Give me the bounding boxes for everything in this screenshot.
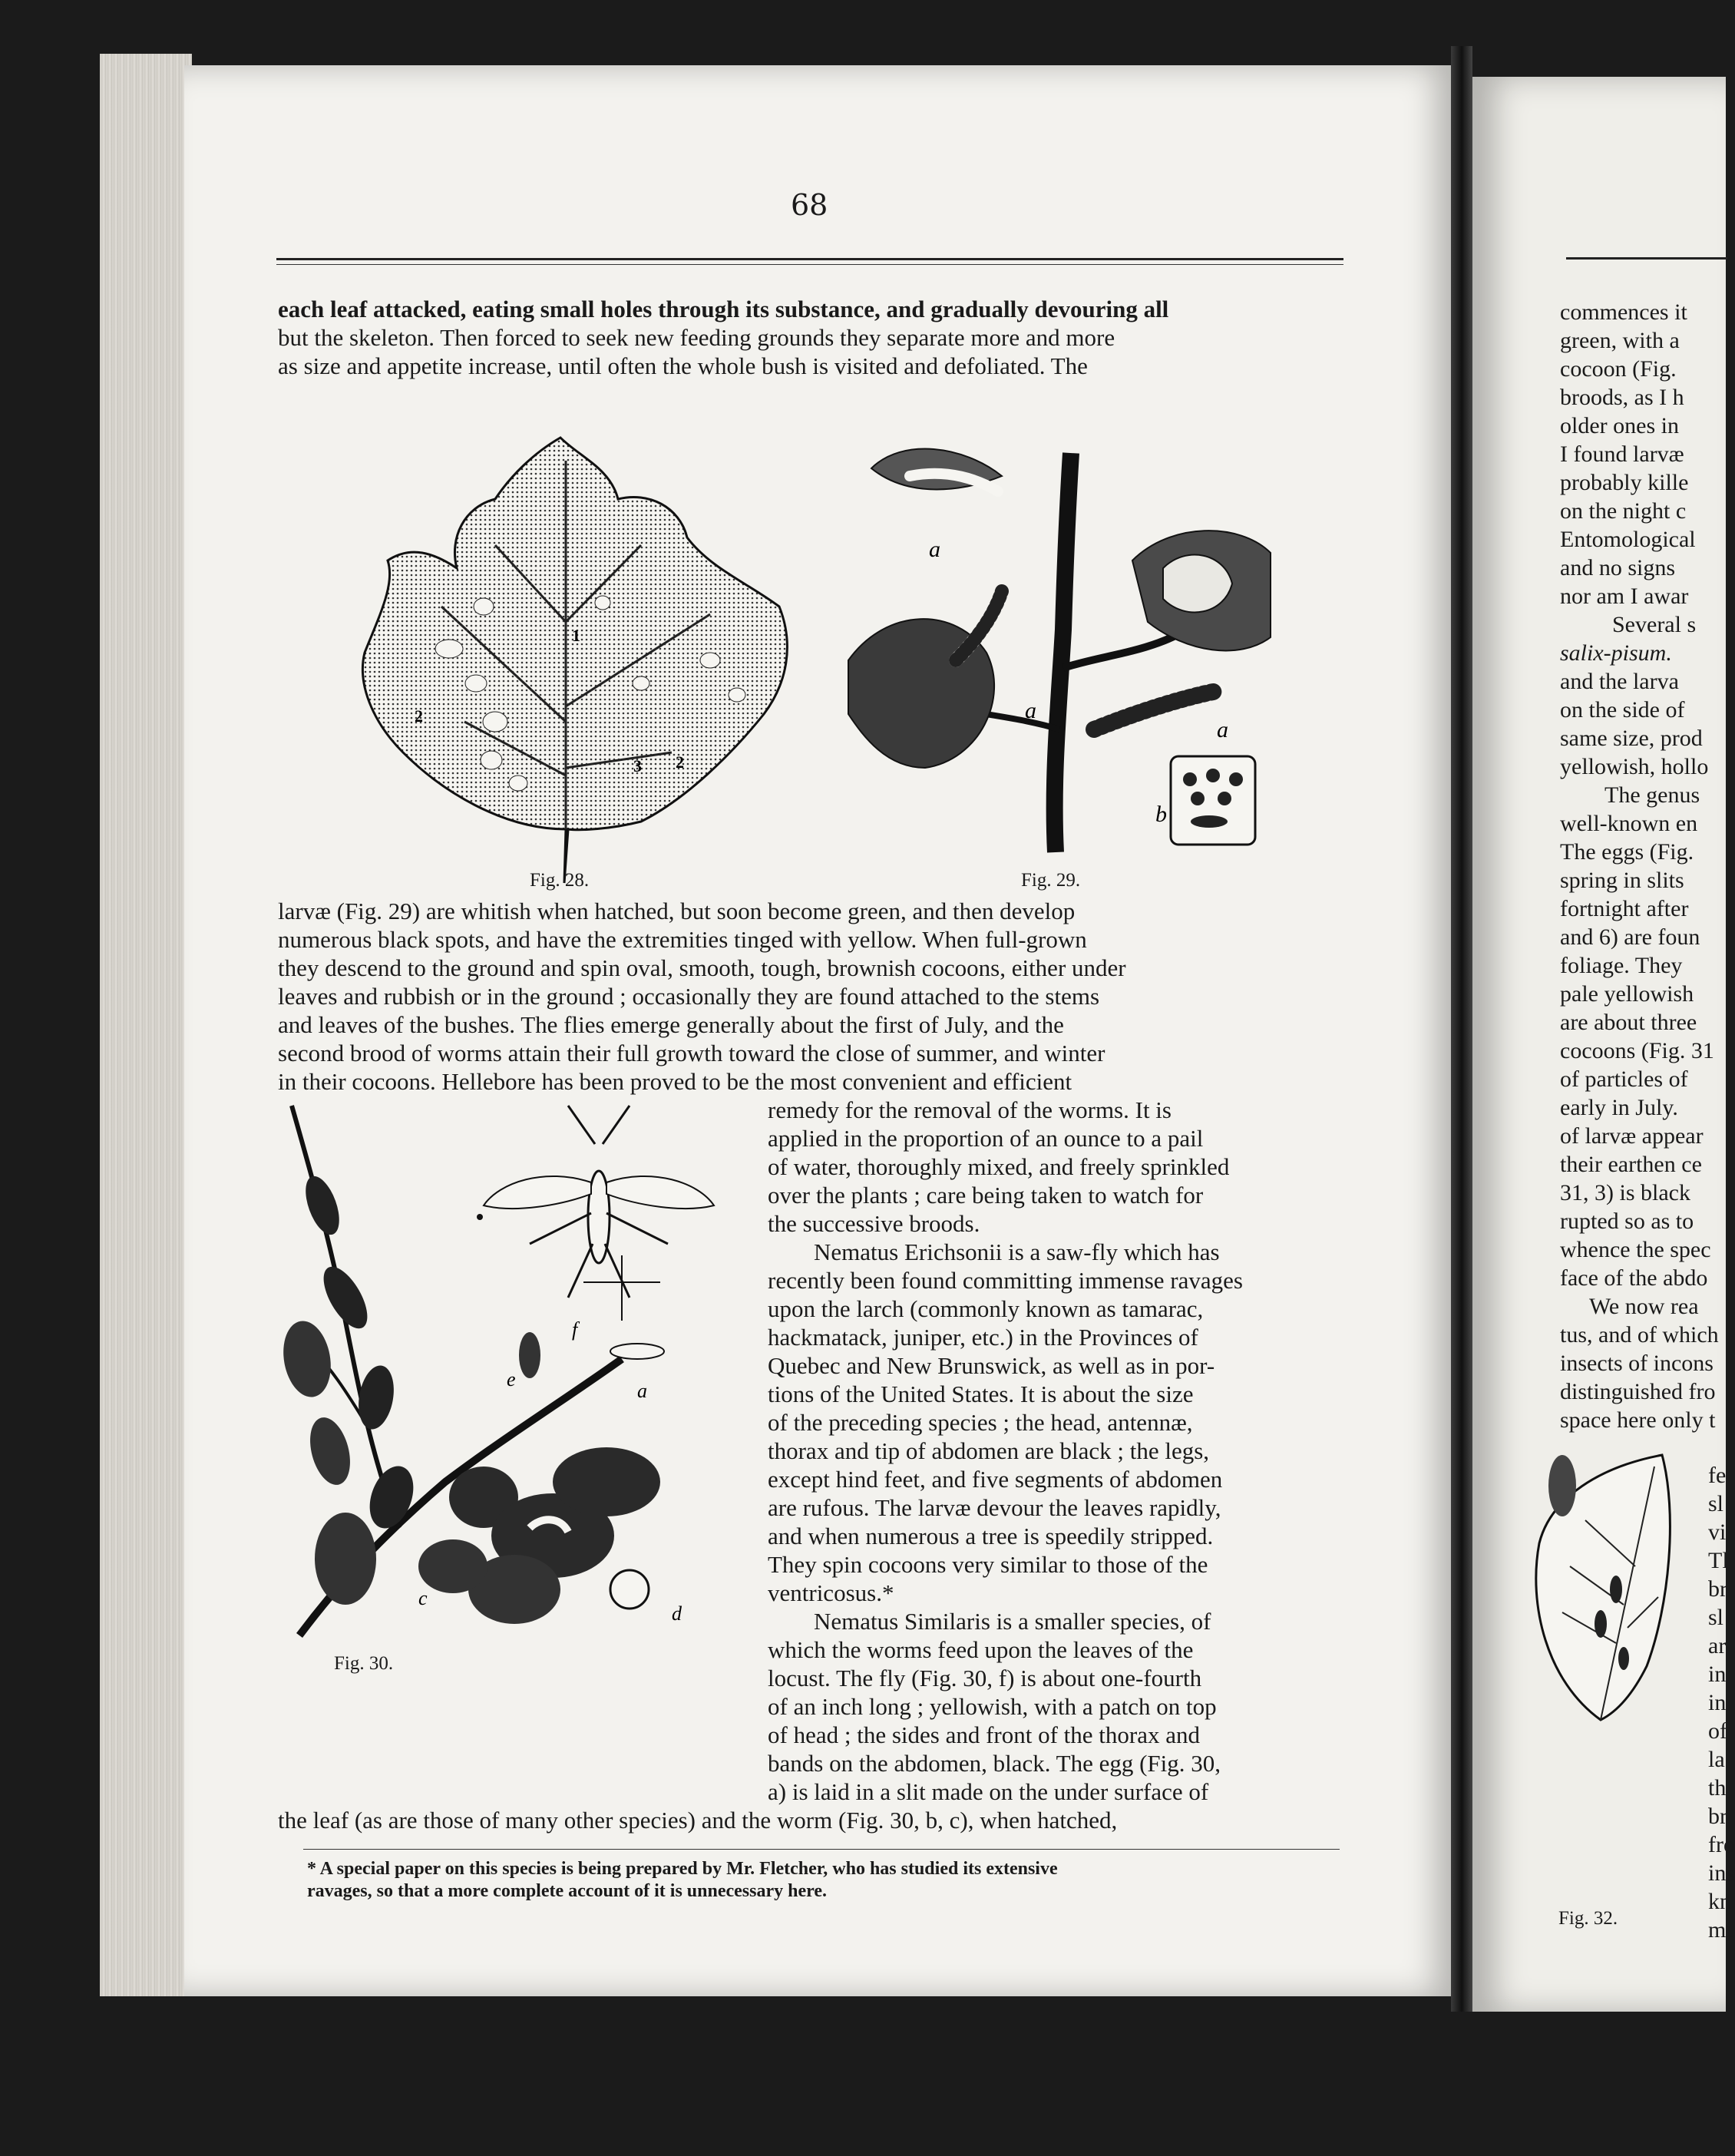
text-line: in xyxy=(1708,1662,1727,1687)
text-line: locust. The fly (Fig. 30, f) is about one-fourth xyxy=(768,1665,1202,1691)
header-rule-thin xyxy=(276,264,1343,265)
text-line: cocoons (Fig. 31 xyxy=(1560,1038,1714,1063)
text-line: whence the spec xyxy=(1560,1237,1711,1262)
text-line: rupted so as to xyxy=(1560,1209,1694,1234)
text-line: of head ; the sides and front of the thorax and xyxy=(768,1721,1200,1748)
text-line: the successive broods. xyxy=(768,1210,980,1237)
text-line: but the skeleton. Then forced to seek new feeding grounds they separate more and more xyxy=(278,324,1115,351)
fig30-label: c xyxy=(418,1587,428,1609)
text-line: Nematus Similaris is a smaller species, of xyxy=(814,1608,1211,1635)
text-line: of the preceding species ; the head, antennæ, xyxy=(768,1409,1193,1436)
fig30-label: d xyxy=(672,1602,682,1625)
text-line: la xyxy=(1708,1747,1725,1772)
text-line: Several s xyxy=(1612,612,1697,637)
text-line: Quebec and New Brunswick, as well as in por- xyxy=(768,1352,1215,1379)
text-line: of larvæ appear xyxy=(1560,1123,1704,1149)
fig30-locust-illustration xyxy=(276,1098,768,1643)
text-line: sl xyxy=(1708,1491,1724,1516)
text-line: insects of incons xyxy=(1560,1351,1714,1376)
text-line: except hind feet, and five segments of abdomen xyxy=(768,1466,1223,1493)
text-line: The eggs (Fig. xyxy=(1560,839,1694,865)
text-line: kn xyxy=(1708,1889,1731,1914)
bottom-text-line: the leaf (as are those of many other species) and the worm (Fig. 30, b, c), when hatched, xyxy=(278,1807,1118,1834)
text-line: remedy for the removal of the worms. It is xyxy=(768,1096,1172,1123)
text-line: broods, as I h xyxy=(1560,385,1684,410)
text-line: Tl xyxy=(1708,1548,1729,1573)
text-line: ar xyxy=(1708,1633,1727,1658)
text-line: green, with a xyxy=(1560,328,1680,353)
text-line: they descend to the ground and spin oval, smooth, tough, brownish cocoons, either under xyxy=(278,954,1126,981)
text-line: hackmatack, juniper, etc.) in the Provinces of xyxy=(768,1324,1198,1351)
text-line: of an inch long ; yellowish, with a patch on top xyxy=(768,1693,1217,1720)
page-number: 68 xyxy=(791,188,828,222)
text-line: of water, thoroughly mixed, and freely sprinkled xyxy=(768,1153,1230,1180)
footnote-line: ravages, so that a more complete account of it is unnecessary here. xyxy=(307,1881,827,1901)
fig28-label: 3 xyxy=(633,756,642,775)
text-line: each leaf attacked, eating small holes through its substance, and gradually devouring all xyxy=(278,296,1169,322)
text-line: foliage. They xyxy=(1560,953,1683,978)
text-line: thorax and tip of abdomen are black ; the legs, xyxy=(768,1437,1210,1464)
text-line: early in July. xyxy=(1560,1095,1678,1120)
fig29-label: b xyxy=(1155,802,1167,827)
text-line: nor am I awar xyxy=(1560,584,1689,609)
text-line: cocoon (Fig. xyxy=(1560,356,1677,382)
fig30-label: f xyxy=(572,1318,578,1341)
text-line: applied in the proportion of an ounce to a pail xyxy=(768,1125,1204,1152)
fig28-caption: Fig. 28. xyxy=(530,870,590,891)
text-line: ins xyxy=(1708,1860,1735,1886)
text-line: second brood of worms attain their full growth toward the close of summer, and winter xyxy=(278,1040,1105,1066)
text-line: leaves and rubbish or in the ground ; occasionally they are found attached to the stems xyxy=(278,983,1100,1010)
fig29-label: a xyxy=(1025,698,1036,723)
fig28-label: 1 xyxy=(572,626,580,645)
text-line: are rufous. The larvæ devour the leaves rapidly, xyxy=(768,1494,1221,1521)
text-line: space here only t xyxy=(1560,1407,1716,1433)
text-line: well-known en xyxy=(1560,811,1698,836)
fig29-branch-illustration xyxy=(841,407,1278,860)
text-line: of xyxy=(1708,1718,1727,1744)
text-line: 31, 3) is black xyxy=(1560,1180,1690,1205)
text-line: bands on the abdomen, black. The egg (Fig. 30, xyxy=(768,1750,1221,1777)
text-line: salix-pisum. xyxy=(1560,640,1672,666)
text-line: sl xyxy=(1708,1605,1724,1630)
text-line: The genus xyxy=(1604,782,1700,808)
text-line: tions of the United States. It is about the size xyxy=(768,1381,1194,1407)
text-line: commences it xyxy=(1560,299,1687,325)
text-line: a) is laid in a slit made on the under surface of xyxy=(768,1778,1209,1805)
fig28-label: 2 xyxy=(676,752,684,772)
text-line: numerous black spots, and have the extremities tinged with yellow. When full-grown xyxy=(278,926,1087,953)
fig30-label: a xyxy=(637,1380,647,1402)
text-line: larvæ (Fig. 29) are whitish when hatched, but soon become green, and then develop xyxy=(278,898,1076,924)
text-line: fro xyxy=(1708,1832,1735,1857)
fig28-leaf-illustration xyxy=(349,430,810,906)
text-line: tus, and of which xyxy=(1560,1322,1719,1348)
text-line: spring in slits xyxy=(1560,868,1684,893)
text-line: over the plants ; care being taken to watch for xyxy=(768,1182,1204,1209)
fig30-caption: Fig. 30. xyxy=(334,1653,394,1674)
fig32-caption: Fig. 32. xyxy=(1558,1908,1618,1929)
text-line: on the night c xyxy=(1560,498,1687,524)
text-line: They spin cocoons very similar to those of the xyxy=(768,1551,1208,1578)
text-line: fortnight after xyxy=(1560,896,1689,921)
text-line: recently been found committing immense ravages xyxy=(768,1267,1243,1294)
text-line: in their cocoons. Hellebore has been proved to be the most convenient and efficient xyxy=(278,1068,1072,1095)
text-line: fe xyxy=(1708,1463,1727,1488)
text-line: which the worms feed upon the leaves of the xyxy=(768,1636,1194,1663)
text-line: and when numerous a tree is speedily stripped. xyxy=(768,1523,1214,1549)
text-line: of particles of xyxy=(1560,1066,1688,1092)
text-line: and leaves of the bushes. The flies emerge generally about the first of July, and the xyxy=(278,1011,1064,1038)
text-line: mi xyxy=(1708,1917,1733,1943)
text-line: vi xyxy=(1708,1519,1727,1545)
fig29-label: a xyxy=(1217,717,1228,742)
fig28-label: 2 xyxy=(415,706,423,726)
fig32-leaf-illustration xyxy=(1516,1451,1685,1728)
text-line: probably kille xyxy=(1560,470,1689,495)
text-line: Nematus Erichsonii is a saw-fly which has xyxy=(814,1238,1220,1265)
fig29-label: a xyxy=(929,537,940,562)
book-page-edges xyxy=(100,54,192,1996)
text-line: pale yellowish xyxy=(1560,981,1694,1007)
text-line: th xyxy=(1708,1775,1727,1801)
footnote xyxy=(307,1858,1058,1903)
text-line: ventricosus.* xyxy=(768,1579,894,1606)
right-header-rule xyxy=(1566,257,1727,260)
text-line: as size and appetite increase, until often the whole bush is visited and defoliated. The xyxy=(278,352,1088,379)
text-line: and the larva xyxy=(1560,669,1679,694)
text-line: older ones in xyxy=(1560,413,1679,438)
text-line: and 6) are foun xyxy=(1560,924,1700,950)
header-rule xyxy=(276,258,1343,260)
fig29-caption: Fig. 29. xyxy=(1021,870,1081,891)
text-line: I found larvæ xyxy=(1560,441,1684,467)
text-line: distinguished fro xyxy=(1560,1379,1716,1404)
footnote-rule xyxy=(303,1849,1340,1850)
text-line: Entomological xyxy=(1560,527,1696,552)
text-line: upon the larch (commonly known as tamarac, xyxy=(768,1295,1204,1322)
text-line: their earthen ce xyxy=(1560,1152,1702,1177)
footnote-line: * A special paper on this species is being prepared by Mr. Fletcher, who has studied its extensive xyxy=(307,1859,1058,1879)
text-line: on the side of xyxy=(1560,697,1685,723)
text-line: br xyxy=(1708,1576,1727,1602)
book-gutter xyxy=(1451,46,1472,2012)
text-line: in xyxy=(1708,1690,1727,1715)
text-line: face of the abdo xyxy=(1560,1265,1708,1291)
text-line: br xyxy=(1708,1804,1727,1829)
fig30-label: e xyxy=(507,1368,516,1390)
text-line: We now rea xyxy=(1589,1294,1699,1319)
text-line: yellowish, hollo xyxy=(1560,754,1709,779)
text-line: and no signs xyxy=(1560,555,1675,580)
text-line: same size, prod xyxy=(1560,726,1703,751)
text-line: are about three xyxy=(1560,1010,1697,1035)
